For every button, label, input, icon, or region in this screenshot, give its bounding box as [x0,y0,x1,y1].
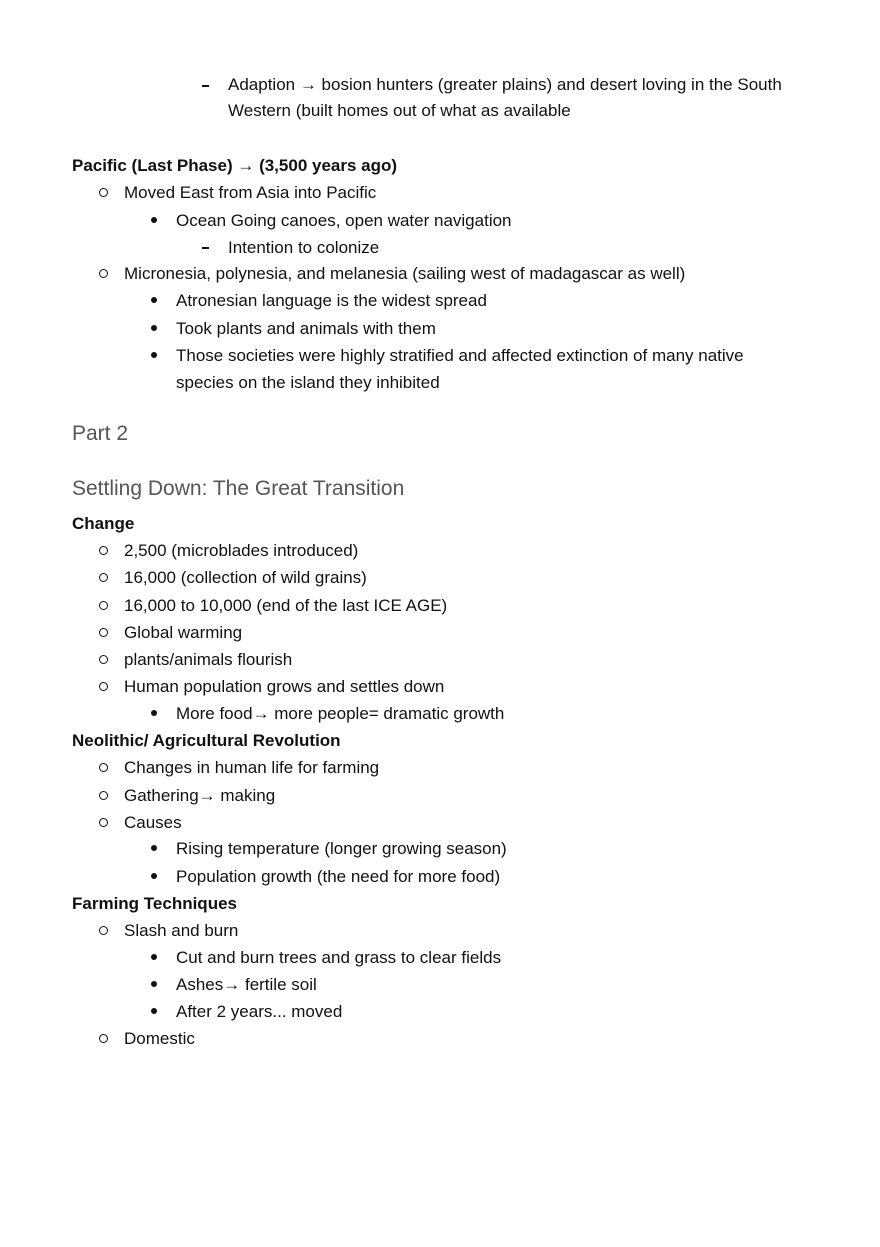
change-item-3: 16,000 to 10,000 (end of the last ICE AGE) [124,596,448,615]
causes-subitem-2: Population growth (the need for more food) [176,867,501,886]
pacific-heading: Pacific (Last Phase) → (3,500 years ago) [72,156,398,175]
hollow-bullet [99,682,108,691]
settling-down-heading: Settling Down: The Great Transition [72,477,405,500]
part-2-heading: Part 2 [72,422,129,445]
moved-east-item: Moved East from Asia into Pacific [124,183,377,202]
change-item-5: plants/animals flourish [124,650,293,669]
hollow-bullet [99,546,108,555]
hollow-bullet [99,188,108,197]
farming-item-2: Domestic [124,1029,195,1048]
micronesia-item: Micronesia, polynesia, and melanesia (sailing west of madagascar as well) [124,264,686,283]
slash-subitem-3: After 2 years... moved [176,1002,343,1021]
change-item-4: Global warming [124,623,243,642]
change-item-1: 2,500 (microblades introduced) [124,541,359,560]
farming-item-1: Slash and burn [124,921,239,940]
hollow-bullet [99,926,108,935]
hollow-bullet [99,601,108,610]
neolithic-item-1: Changes in human life for farming [124,758,380,777]
solid-bullet [151,845,157,851]
neolithic-item-3: Causes [124,813,182,832]
adaption-line-1: Adaption → bosion hunters (greater plains) and desert loving in the South [228,75,782,94]
slash-subitem-1: Cut and burn trees and grass to clear fields [176,948,502,967]
farming-heading: Farming Techniques [72,894,237,913]
dash-marker [202,247,209,249]
hollow-bullet [99,628,108,637]
solid-bullet [151,954,157,960]
took-plants-item: Took plants and animals with them [176,319,436,338]
neolithic-heading: Neolithic/ Agricultural Revolution [72,731,341,750]
hollow-bullet [99,763,108,772]
societies-item-line-2: species on the island they inhibited [176,373,440,392]
change-item-2: 16,000 (collection of wild grains) [124,568,367,587]
solid-bullet [151,352,157,358]
hollow-bullet [99,791,108,800]
change-item-6: Human population grows and settles down [124,677,445,696]
solid-bullet [151,1008,157,1014]
solid-bullet [151,981,157,987]
societies-item-line-1: Those societies were highly stratified and affected extinction of many native [176,346,744,365]
solid-bullet [151,217,157,223]
intention-item: Intention to colonize [228,238,380,257]
solid-bullet [151,297,157,303]
neolithic-item-2: Gathering→ making [124,786,276,805]
change-subitem-1: More food→ more people= dramatic growth [176,704,505,723]
solid-bullet [151,873,157,879]
hollow-bullet [99,818,108,827]
atronesian-item: Atronesian language is the widest spread [176,291,487,310]
hollow-bullet [99,1034,108,1043]
hollow-bullet [99,573,108,582]
hollow-bullet [99,655,108,664]
ocean-canoes-item: Ocean Going canoes, open water navigation [176,211,512,230]
adaption-line-2: Western (built homes out of what as available [228,101,571,120]
hollow-bullet [99,269,108,278]
dash-marker [202,85,209,87]
solid-bullet [151,710,157,716]
causes-subitem-1: Rising temperature (longer growing season) [176,839,507,858]
change-heading: Change [72,514,135,533]
solid-bullet [151,325,157,331]
slash-subitem-2: Ashes→ fertile soil [176,975,317,994]
